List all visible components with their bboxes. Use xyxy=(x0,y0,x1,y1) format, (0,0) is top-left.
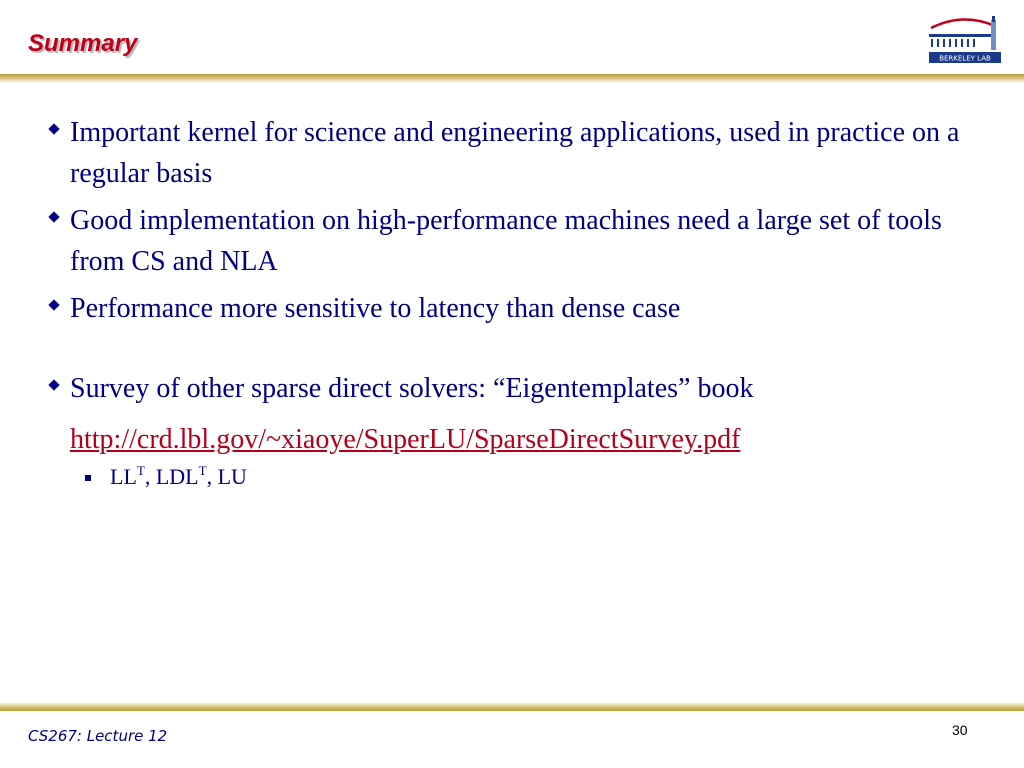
footer-rule xyxy=(0,702,1024,711)
logo-text: BERKELEY LAB xyxy=(939,54,991,63)
header-rule xyxy=(0,74,1024,83)
bullet-list xyxy=(48,112,998,494)
bullet-text: Important kernel for science and engineering applications, used in practice on a regular basis xyxy=(70,117,960,189)
slide-title: Summary xyxy=(28,30,138,57)
diamond-bullet-icon xyxy=(48,379,59,390)
square-bullet-icon xyxy=(85,475,91,481)
footer-course: CS267: Lecture 12 xyxy=(28,727,168,745)
page-number: 30 xyxy=(952,722,968,738)
bullet-text: Survey of other sparse direct solvers: “Eigentemplates” book xyxy=(70,373,754,404)
bullet-text: Good implementation on high-performance machines need a large set of tools from CS and NLA xyxy=(70,205,942,277)
bullet-item xyxy=(48,288,998,329)
bullet-item xyxy=(48,200,998,282)
bullet-item xyxy=(48,112,998,194)
diamond-bullet-icon xyxy=(48,123,59,134)
diamond-bullet-icon xyxy=(48,299,59,310)
link-line xyxy=(48,419,998,460)
berkeley-lab-logo xyxy=(925,12,1007,68)
sub-bullet-item xyxy=(48,460,998,494)
sub-bullet-text: $LL^T$, $LDL^T$, LU xyxy=(110,463,247,489)
bullet-item xyxy=(48,368,998,409)
bullet-text: Performance more sensitive to latency than dense case xyxy=(70,293,681,324)
diamond-bullet-icon xyxy=(48,211,59,222)
survey-link[interactable]: http://crd.lbl.gov/~xiaoye/SuperLU/SparseDirectSurvey.pdf xyxy=(70,424,741,455)
